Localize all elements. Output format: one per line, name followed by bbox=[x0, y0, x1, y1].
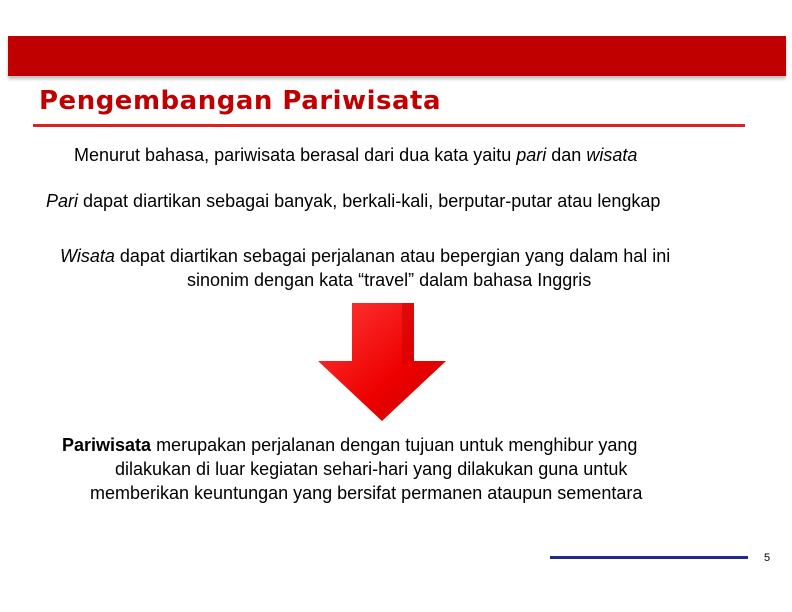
p4-text: merupakan perjalanan dengan tujuan untuk menghibur yang bbox=[151, 435, 638, 455]
p1-word-pari: pari bbox=[516, 145, 547, 165]
p3-text: dapat diartikan sebagai perjalanan atau bepergian yang dalam hal ini bbox=[114, 246, 671, 266]
paragraph-wisata-definition-line1 bbox=[60, 244, 670, 268]
paragraph-etymology bbox=[74, 143, 637, 167]
p1-text: Menurut bahasa, pariwisata berasal dari dua kata yaitu bbox=[74, 145, 517, 165]
p4-term: Pariwisata bbox=[62, 435, 152, 455]
paragraph-pariwisata-definition-line2: dilakukan di luar kegiatan sehari-hari yang dilakukan guna untuk bbox=[115, 459, 628, 479]
down-arrow-icon bbox=[318, 303, 446, 421]
paragraph-pari-definition bbox=[46, 189, 660, 213]
paragraph-pariwisata-definition-line3: memberikan keuntungan yang bersifat permanen ataupun sementara bbox=[90, 483, 643, 503]
page-number: 5 bbox=[764, 552, 771, 564]
p1-word-wisata: wisata bbox=[586, 145, 638, 165]
p1-conjunction: dan bbox=[546, 145, 587, 165]
slide-title: Pengembangan Pariwisata bbox=[39, 86, 441, 116]
p2-text: dapat diartikan sebagai banyak, berkali-kali, berputar-putar atau lengkap bbox=[78, 191, 661, 211]
title-underline bbox=[33, 124, 745, 127]
paragraph-pariwisata-definition-line1 bbox=[62, 433, 637, 457]
footer-line bbox=[550, 556, 748, 559]
p3-term: Wisata bbox=[60, 246, 115, 266]
paragraph-wisata-definition-line2: sinonim dengan kata “travel” dalam bahasa Inggris bbox=[187, 270, 592, 290]
p2-term: Pari bbox=[46, 191, 79, 211]
header-band bbox=[8, 36, 786, 76]
